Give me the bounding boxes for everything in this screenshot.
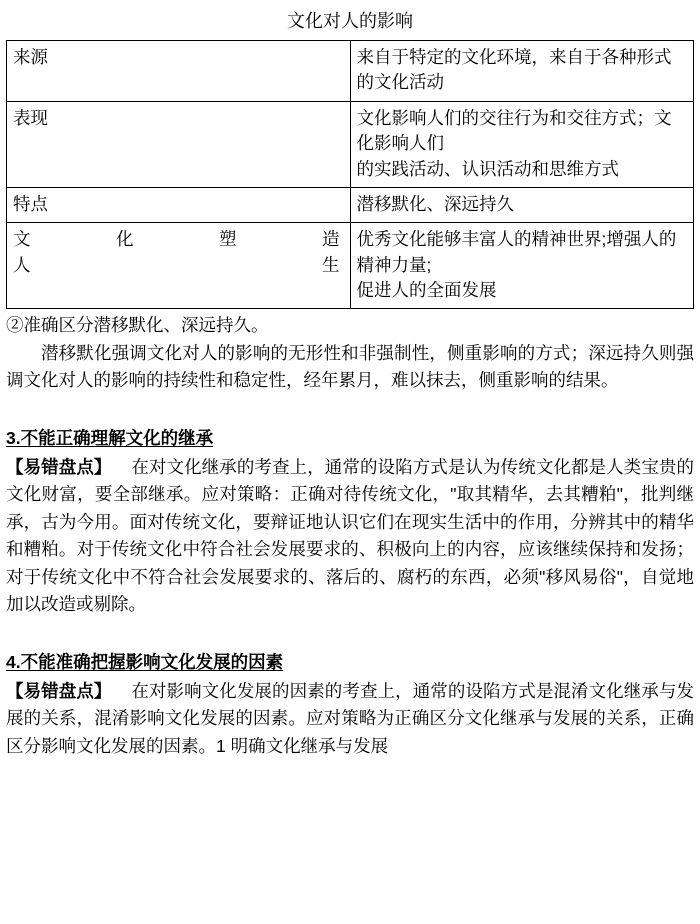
table-row xyxy=(7,223,694,309)
value-line: 潜移默化、深远持久 xyxy=(356,193,514,214)
value-line: 的实践活动、认识活动和思维方式 xyxy=(356,158,619,179)
section-4-tag: 【易错盘点】 xyxy=(6,680,112,701)
table-title-row xyxy=(7,6,694,41)
section-3 xyxy=(6,395,694,619)
value-line: 优秀文化能够丰富人的精神世界;增强人的精神力量; xyxy=(356,229,677,275)
row-value-features xyxy=(350,187,694,222)
label-line: 文化塑造 xyxy=(13,229,340,250)
label-line: 人生 xyxy=(13,254,340,275)
section-3-body xyxy=(6,454,694,619)
row-label-shaping-life xyxy=(7,223,351,309)
value-line: 来自于特定的文化环境，来自于各种形式的文化活动 xyxy=(356,47,672,93)
row-value-source xyxy=(350,41,694,102)
row-label-manifestation: 表现 xyxy=(7,101,351,187)
table-row xyxy=(7,41,694,102)
item-2-paragraph: 潜移默化强调文化对人的影响的无形性和非强制性，侧重影响的方式；深远持久则强调文化对人的影响的持续性和稳定性，经年累月，难以抹去，侧重影响的结果。 xyxy=(6,342,694,391)
value-line: 促进人的全面发展 xyxy=(356,280,497,301)
row-label-features: 特点 xyxy=(7,187,351,222)
section-4-body xyxy=(6,678,694,760)
row-value-shaping-life xyxy=(350,223,694,309)
section-3-heading: 3.不能正确理解文化的继承 xyxy=(6,427,214,448)
row-label-source: 来源 xyxy=(7,41,351,102)
value-line: 文化影响人们的交往行为和交往方式；文化影响人们 xyxy=(356,107,672,154)
culture-influence-table xyxy=(6,6,694,309)
section-4-text: 在对影响文化发展的因素的考查上，通常的设陷方式是混淆文化继承与发展的关系，混淆影响文化发展的因素。应对策略为正确区分文化继承与发展的关系，正确区分影响文化发展的因素。1 明确文化继承与发展 xyxy=(6,680,695,756)
table-row xyxy=(7,187,694,222)
table-title: 文化对人的影响 xyxy=(7,6,694,41)
row-value-manifestation xyxy=(350,101,694,187)
section-4-heading: 4.不能准确把握影响文化发展的因素 xyxy=(6,651,284,672)
table-row xyxy=(7,101,694,187)
section-3-text: 在对文化继承的考查上，通常的设陷方式是认为传统文化都是人类宝贵的文化财富，要全部继承。应对策略：正确对待传统文化，"取其精华，去其糟粕"，批判继承，古为今用。面对传统文化，要辩证地认识它们在现实生活中的作用，分辨其中的精华和糟粕。对于传统文化中符合社会发展要求的、积极向上的内容，应该继续保持和发扬；对于传统文化中不符合社会发展要求的、落后的、腐朽的东西，必须"移风易俗"，自觉地加以改造或剔除。 xyxy=(6,456,695,615)
section-3-tag: 【易错盘点】 xyxy=(6,456,112,477)
section-4 xyxy=(6,619,694,760)
item-2-line: ②准确区分潜移默化、深远持久。 xyxy=(6,315,269,336)
